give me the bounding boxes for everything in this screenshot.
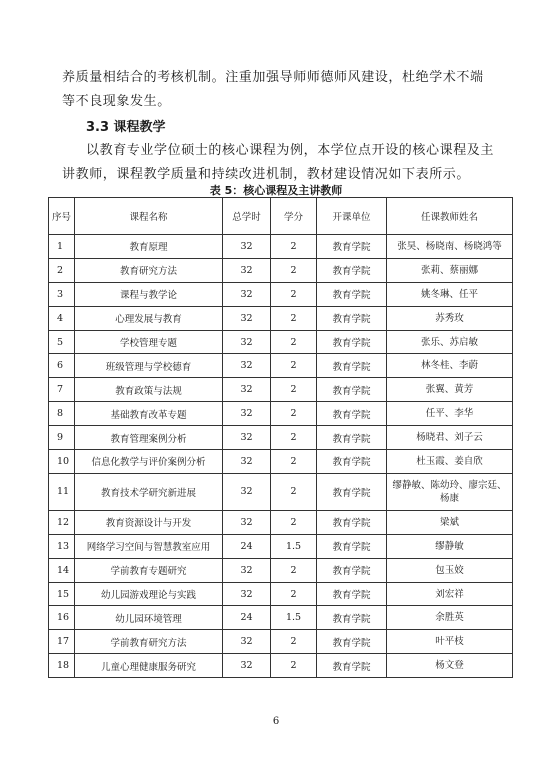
cell-index: 14 [49, 558, 75, 582]
table-row [49, 330, 513, 354]
cell-total-hours: 32 [223, 510, 271, 534]
cell-department: 教育学院 [317, 235, 387, 259]
cell-department: 教育学院 [317, 558, 387, 582]
cell-course-name: 教育政策与法规 [75, 378, 223, 402]
cell-total-hours: 32 [223, 426, 271, 450]
header-course-name: 课程名称 [75, 198, 223, 235]
table-row [49, 282, 513, 306]
table-header-row [49, 198, 513, 235]
cell-index: 5 [49, 330, 75, 354]
table-row [49, 654, 513, 678]
cell-teachers: 叶平枝 [387, 630, 513, 654]
cell-credits: 2 [271, 450, 317, 474]
cell-course-name: 教育技术学研究新进展 [75, 473, 223, 510]
cell-department: 教育学院 [317, 473, 387, 510]
cell-teachers: 张昊、杨晓南、杨晓鸿等 [387, 235, 513, 259]
cell-teachers: 苏秀玫 [387, 306, 513, 330]
cell-teachers: 林冬桂、李蔚 [387, 354, 513, 378]
cell-department: 教育学院 [317, 510, 387, 534]
cell-index: 8 [49, 402, 75, 426]
cell-index: 9 [49, 426, 75, 450]
cell-total-hours: 32 [223, 258, 271, 282]
cell-course-name: 幼儿园游戏理论与实践 [75, 582, 223, 606]
cell-department: 教育学院 [317, 582, 387, 606]
cell-teachers: 余胜英 [387, 606, 513, 630]
table-row [49, 582, 513, 606]
cell-total-hours: 32 [223, 582, 271, 606]
header-total-hours: 总学时 [223, 198, 271, 235]
cell-course-name: 班级管理与学校德育 [75, 354, 223, 378]
cell-index: 6 [49, 354, 75, 378]
cell-credits: 2 [271, 235, 317, 259]
table-body [49, 235, 513, 678]
cell-total-hours: 32 [223, 330, 271, 354]
table-row [49, 630, 513, 654]
cell-credits: 1.5 [271, 606, 317, 630]
cell-teachers: 杨晓君、刘子云 [387, 426, 513, 450]
cell-total-hours: 32 [223, 282, 271, 306]
cell-course-name: 儿童心理健康服务研究 [75, 654, 223, 678]
cell-course-name: 信息化教学与评价案例分析 [75, 450, 223, 474]
table-row [49, 306, 513, 330]
table-row [49, 510, 513, 534]
cell-index: 4 [49, 306, 75, 330]
cell-credits: 2 [271, 654, 317, 678]
cell-total-hours: 32 [223, 235, 271, 259]
cell-credits: 2 [271, 258, 317, 282]
cell-course-name: 学校管理专题 [75, 330, 223, 354]
table-row [49, 558, 513, 582]
cell-department: 教育学院 [317, 606, 387, 630]
table-row [49, 354, 513, 378]
cell-teachers: 缪静敏 [387, 534, 513, 558]
cell-total-hours: 32 [223, 450, 271, 474]
cell-teachers: 缪静敏、陈幼玲、廖宗廷、杨康 [387, 473, 513, 510]
cell-credits: 2 [271, 330, 317, 354]
table-row [49, 235, 513, 259]
cell-index: 17 [49, 630, 75, 654]
cell-index: 18 [49, 654, 75, 678]
cell-credits: 2 [271, 426, 317, 450]
header-department: 开课单位 [317, 198, 387, 235]
cell-credits: 2 [271, 630, 317, 654]
cell-department: 教育学院 [317, 330, 387, 354]
paragraph-intro: 以教育专业学位硕士的核心课程为例，本学位点开设的核心课程及主讲教师，课程教学质量和持续改进机制，教材建设情况如下表所示。 [62, 143, 495, 182]
cell-index: 2 [49, 258, 75, 282]
cell-teachers: 姚冬琳、任平 [387, 282, 513, 306]
table-row [49, 450, 513, 474]
cell-teachers: 杜玉霞、姜自欣 [387, 450, 513, 474]
table-row [49, 473, 513, 510]
cell-index: 15 [49, 582, 75, 606]
cell-course-name: 幼儿园环境管理 [75, 606, 223, 630]
cell-credits: 2 [271, 306, 317, 330]
cell-teachers: 梁斌 [387, 510, 513, 534]
cell-course-name: 课程与教学论 [75, 282, 223, 306]
table-row [49, 258, 513, 282]
cell-credits: 1.5 [271, 534, 317, 558]
cell-course-name: 基础教育改革专题 [75, 402, 223, 426]
table-row [49, 606, 513, 630]
cell-total-hours: 32 [223, 654, 271, 678]
cell-total-hours: 32 [223, 473, 271, 510]
header-teachers: 任课教师姓名 [387, 198, 513, 235]
cell-total-hours: 24 [223, 534, 271, 558]
cell-course-name: 教育研究方法 [75, 258, 223, 282]
cell-total-hours: 32 [223, 378, 271, 402]
cell-course-name: 教育管理案例分析 [75, 426, 223, 450]
cell-course-name: 教育原理 [75, 235, 223, 259]
cell-credits: 2 [271, 282, 317, 306]
cell-course-name: 学前教育专题研究 [75, 558, 223, 582]
cell-index: 10 [49, 450, 75, 474]
table-row [49, 402, 513, 426]
cell-credits: 2 [271, 510, 317, 534]
cell-total-hours: 32 [223, 306, 271, 330]
cell-course-name: 教育资源设计与开发 [75, 510, 223, 534]
cell-course-name: 学前教育研究方法 [75, 630, 223, 654]
page-number: 6 [272, 716, 280, 727]
cell-index: 12 [49, 510, 75, 534]
cell-total-hours: 32 [223, 558, 271, 582]
cell-teachers: 任平、李华 [387, 402, 513, 426]
cell-index: 3 [49, 282, 75, 306]
cell-index: 11 [49, 473, 75, 510]
cell-total-hours: 32 [223, 630, 271, 654]
cell-teachers: 包玉姣 [387, 558, 513, 582]
cell-credits: 2 [271, 582, 317, 606]
cell-teachers: 张乐、苏启敏 [387, 330, 513, 354]
header-index: 序号 [49, 198, 75, 235]
section-heading: 3.3 课程教学 [86, 120, 166, 135]
cell-department: 教育学院 [317, 258, 387, 282]
table-row [49, 378, 513, 402]
header-credits: 学分 [271, 198, 317, 235]
cell-department: 教育学院 [317, 450, 387, 474]
cell-department: 教育学院 [317, 354, 387, 378]
table-row [49, 426, 513, 450]
table-row [49, 534, 513, 558]
cell-index: 1 [49, 235, 75, 259]
cell-credits: 2 [271, 354, 317, 378]
cell-teachers: 刘宏祥 [387, 582, 513, 606]
cell-credits: 2 [271, 473, 317, 510]
cell-course-name: 心理发展与教育 [75, 306, 223, 330]
cell-index: 13 [49, 534, 75, 558]
cell-credits: 2 [271, 378, 317, 402]
table-caption: 表 5：核心课程及主讲教师 [209, 184, 343, 197]
cell-department: 教育学院 [317, 378, 387, 402]
cell-total-hours: 24 [223, 606, 271, 630]
cell-teachers: 杨文登 [387, 654, 513, 678]
cell-department: 教育学院 [317, 426, 387, 450]
cell-credits: 2 [271, 558, 317, 582]
cell-department: 教育学院 [317, 306, 387, 330]
paragraph-top: 养质量相结合的考核机制。注重加强导师师德师风建设，杜绝学术不端等不良现象发生。 [62, 70, 484, 109]
cell-department: 教育学院 [317, 402, 387, 426]
cell-course-name: 网络学习空间与智慧教室应用 [75, 534, 223, 558]
cell-department: 教育学院 [317, 282, 387, 306]
cell-total-hours: 32 [223, 402, 271, 426]
cell-index: 7 [49, 378, 75, 402]
cell-total-hours: 32 [223, 354, 271, 378]
cell-index: 16 [49, 606, 75, 630]
cell-teachers: 张莉、蔡丽娜 [387, 258, 513, 282]
cell-teachers: 张翼、黄芳 [387, 378, 513, 402]
cell-department: 教育学院 [317, 534, 387, 558]
courses-table [48, 197, 513, 678]
cell-credits: 2 [271, 402, 317, 426]
cell-department: 教育学院 [317, 654, 387, 678]
cell-department: 教育学院 [317, 630, 387, 654]
